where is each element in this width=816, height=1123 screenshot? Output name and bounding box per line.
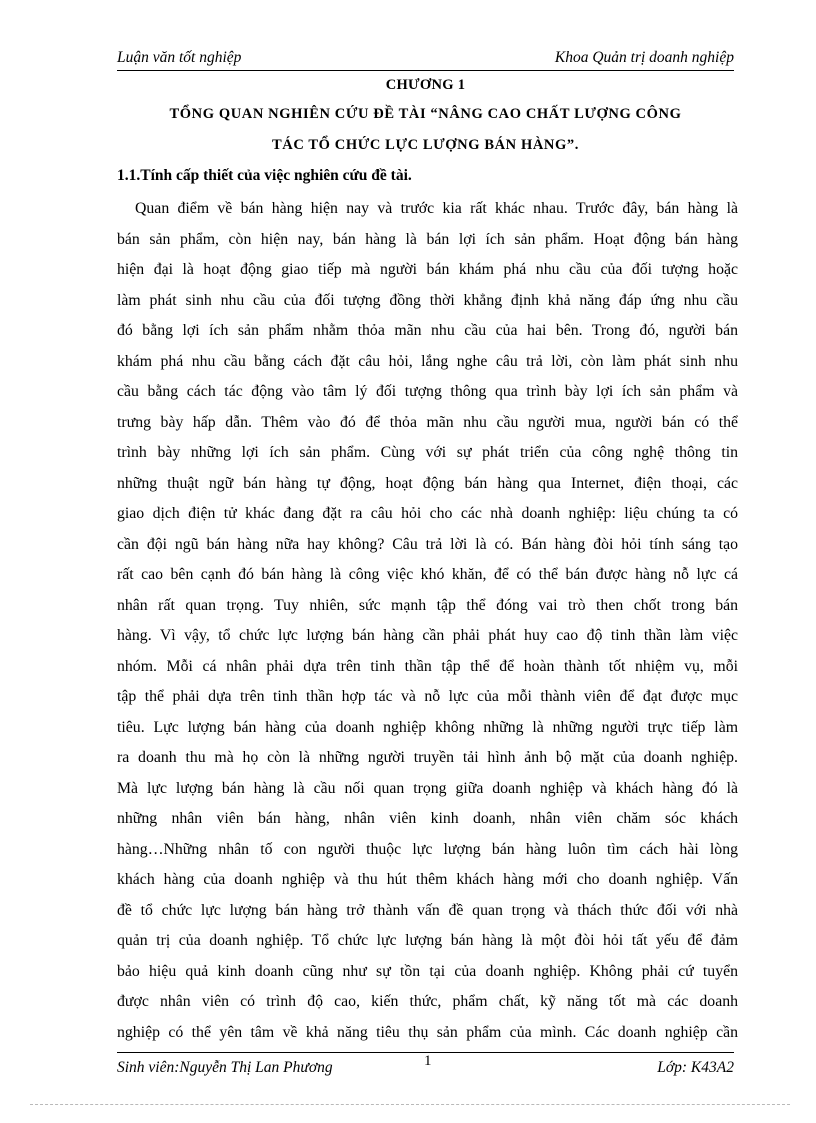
paragraph-line: khám phá nhu cầu bằng cách đặt câu hỏi, lắng nghe câu trả lời, còn làm phát sinh nhu xyxy=(117,352,738,370)
paragraph-line: đề tổ chức lực lượng bán hàng trở thành vấn đề quan trọng và thách thức đối với nhà xyxy=(117,901,738,919)
paragraph-line: trình bày những lợi ích sản phẩm. Cùng với sự phát triển của công nghệ thông tin xyxy=(117,444,738,461)
page-break-divider xyxy=(30,1104,790,1105)
paragraph-line: tiêu. Lực lượng bán hàng của doanh nghiệp không những là những người trực tiếp làm xyxy=(117,718,738,736)
paragraph-line: đó bằng lợi ích sản phẩm nhằm thỏa mãn nhu cầu của hai bên. Trong đó, người bán xyxy=(117,322,738,339)
page-footer xyxy=(117,1052,734,1077)
paragraph-line: hàng…Những nhân tố con người thuộc lực lượng bán hàng luôn tìm cách hài lòng xyxy=(117,840,738,858)
section-heading: 1.1.Tính cấp thiết của việc nghiên cứu đề tài. xyxy=(117,167,412,184)
footer-student-name: Sinh viên:Nguyễn Thị Lan Phương xyxy=(117,1059,333,1076)
paragraph-line: được nhân viên có trình độ cao, kiến thức, phẩm chất, kỹ năng tốt mà các doanh xyxy=(117,993,738,1010)
paragraph-line: những nhân viên bán hàng, nhân viên kinh doanh, nhân viên chăm sóc khách xyxy=(117,810,738,827)
paragraph-line: cầu bằng cách tác động vào tâm lý đối tượng thông qua trình bày lợi ích sản phẩm và xyxy=(117,383,738,400)
paragraph-line: rất cao bên cạnh đó bán hàng là công việc khó khăn, để có thể bán được hàng nỗ lực cá xyxy=(117,566,738,583)
header-faculty-label: Khoa Quản trị doanh nghiệp xyxy=(554,49,734,66)
paragraph-line: làm phát sinh nhu cầu của đối tượng đồng thời khẳng định khả năng đáp ứng nhu cầu xyxy=(117,291,738,309)
chapter-title-line-2: TÁC TỔ CHỨC LỰC LƯỢNG BÁN HÀNG”. xyxy=(272,137,579,153)
paragraph-line: hàng. Vì vậy, tổ chức lực lượng bán hàng cần phải phát huy cao độ tinh thần làm việc xyxy=(117,627,738,644)
page-header xyxy=(117,48,734,71)
body-paragraph xyxy=(117,194,738,1048)
paragraph-line: giao dịch điện tử khác đang đặt ra câu hỏi cho các nhà doanh nghiệp: liệu chúng ta có xyxy=(117,505,738,522)
footer-class-label: Lớp: K43A2 xyxy=(657,1059,734,1076)
paragraph-line: nhân rất quan trọng. Tuy nhiên, sức mạnh tập thể đóng vai trò then chốt trong bán xyxy=(117,596,738,614)
header-thesis-label: Luận văn tốt nghiệp xyxy=(117,49,242,66)
paragraph-line: nghiệp có thể yên tâm về khả năng tiêu thụ sản phẩm của mình. Các doanh nghiệp cần xyxy=(117,1023,738,1041)
paragraph-line: nhóm. Mỗi cá nhân phải dựa trên tinh thần tập thể để hoàn thành tốt nhiệm vụ, mỗi xyxy=(117,657,738,675)
paragraph-line: quản trị của doanh nghiệp. Tổ chức lực lượng bán hàng là một đòi hỏi tất yếu để đảm xyxy=(117,932,738,949)
paragraph-line: Mà lực lượng bán hàng là cầu nối quan trọng giữa doanh nghiệp và khách hàng đó là xyxy=(117,779,738,797)
paragraph-line: trưng bày hấp dẫn. Thêm vào đó để thỏa mãn nhu cầu người mua, người bán có thể xyxy=(117,413,738,431)
paragraph-line: hiện đại là hoạt động giao tiếp mà người bán khám phá nhu cầu của đối tượng hoặc xyxy=(117,261,738,278)
chapter-title-line-1: TỔNG QUAN NGHIÊN CỨU ĐỀ TÀI “NÂNG CAO CHẤT LƯỢNG CÔNG xyxy=(169,106,682,122)
paragraph-line: cần đội ngũ bán hàng nữa hay không? Câu trả lời là có. Bán hàng đòi hỏi tính sáng tạo xyxy=(117,535,738,553)
paragraph-line: những thuật ngữ bán hàng tự động, hoạt động bán hàng qua Internet, điện thoại, các xyxy=(117,474,738,492)
paragraph-line: khách hàng của doanh nghiệp và thu hút thêm khách hàng mới cho doanh nghiệp. Vấn xyxy=(117,871,738,888)
chapter-number: CHƯƠNG 1 xyxy=(385,77,466,93)
paragraph-line: bán sản phẩm, còn hiện nay, bán hàng là bán lợi ích sản phẩm. Hoạt động bán hàng xyxy=(117,230,738,248)
paragraph-line: Quan điểm về bán hàng hiện nay và trước kia rất khác nhau. Trước đây, bán hàng là xyxy=(135,200,738,217)
paragraph-line: tập thể phải dựa trên tinh thần hợp tác và nỗ lực của mỗi thành viên để đạt được mục xyxy=(117,688,738,705)
paragraph-line: bảo hiệu quả kinh doanh cũng như sự tồn tại của doanh nghiệp. Không phải cứ tuyển xyxy=(117,962,738,980)
paragraph-line: ra doanh thu mà họ còn là những người truyền tải hình ảnh bộ mặt của doanh nghiệp. xyxy=(117,749,738,766)
page-number: 1 xyxy=(424,1053,432,1069)
